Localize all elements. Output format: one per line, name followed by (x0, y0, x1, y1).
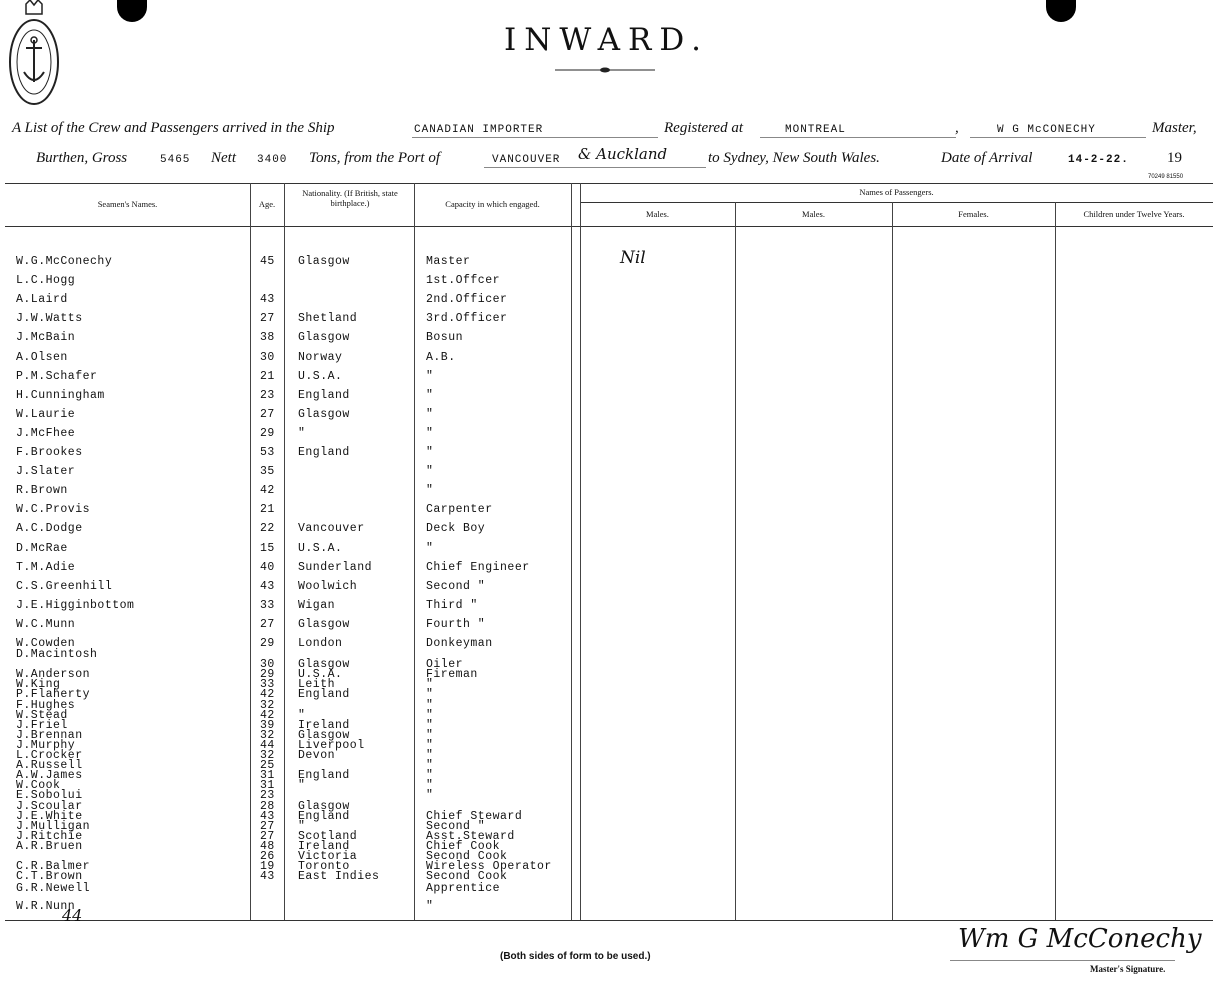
passengers-nil: Nil (620, 248, 646, 268)
crew-capacity: Second " (426, 820, 486, 833)
crew-row (0, 351, 1213, 369)
crew-capacity: Apprentice (426, 882, 501, 895)
crew-name: J.E.White (16, 810, 83, 823)
crew-nationality: " (298, 820, 306, 833)
crew-nationality: Devon (298, 749, 336, 762)
gross-tons: 5465 (160, 154, 191, 166)
crew-capacity: 3rd.Officer (426, 312, 508, 325)
crew-name: T.M.Adie (16, 561, 76, 574)
crew-total: 44 (62, 906, 83, 925)
crew-name: H.Cunningham (16, 389, 105, 402)
crew-row (0, 274, 1213, 292)
crew-age: 31 (260, 779, 275, 792)
crew-capacity: Third " (426, 599, 478, 612)
crew-age: 48 (260, 840, 275, 853)
punch-hole-left (117, 0, 147, 22)
crew-nationality: Glasgow (298, 408, 350, 421)
crew-nationality: Glasgow (298, 800, 350, 813)
crew-age: 42 (260, 484, 275, 497)
crew-capacity: " (426, 749, 434, 762)
crew-name: E.Sobolui (16, 789, 83, 802)
header-seamen-names: Seamen's Names. (97, 199, 158, 209)
registered-port: MONTREAL (785, 124, 846, 136)
burthen-label: Burthen, Gross (36, 150, 128, 166)
header-females: Females. (958, 209, 989, 219)
crew-name: J.Friel (16, 719, 68, 732)
crew-name: J.W.Watts (16, 312, 83, 325)
crew-capacity: " (426, 759, 434, 772)
crew-name: W.Cook (16, 779, 61, 792)
crew-age: 33 (260, 599, 275, 612)
crew-row (0, 484, 1213, 502)
crew-name: P.M.Schafer (16, 370, 98, 383)
crew-nationality: Victoria (298, 850, 358, 863)
crew-nationality: London (298, 637, 343, 650)
crew-name: J.Ritchie (16, 830, 83, 843)
crew-name: A.C.Dodge (16, 522, 83, 535)
footer-note: (Both sides of form to be used.) (500, 951, 651, 962)
crew-age: 19 (260, 860, 275, 873)
crew-capacity: " (426, 688, 434, 701)
crew-list-line (12, 120, 335, 137)
port-underline (484, 167, 706, 168)
crew-capacity: Carpenter (426, 503, 493, 516)
comma: , (955, 120, 959, 136)
crew-age: 15 (260, 542, 275, 555)
crew-nationality: U.S.A. (298, 542, 343, 555)
crew-name: J.Slater (16, 465, 76, 478)
crew-capacity: Fourth " (426, 618, 486, 631)
crew-capacity: " (426, 709, 434, 722)
crew-age: 27 (260, 618, 275, 631)
crew-age: 28 (260, 800, 275, 813)
crew-name: L.Crocker (16, 749, 83, 762)
crew-age: 43 (260, 810, 275, 823)
crew-capacity: Bosun (426, 331, 464, 344)
crew-age: 23 (260, 789, 275, 802)
crew-age: 32 (260, 699, 275, 712)
line-prefix: A List of the Crew and Passengers arrived in the Ship (12, 120, 335, 136)
crew-capacity: " (426, 370, 434, 383)
crew-capacity: " (426, 779, 434, 792)
crew-age: 22 (260, 522, 275, 535)
crew-age: 33 (260, 678, 275, 691)
crew-nationality: Scotland (298, 830, 358, 843)
crew-capacity: Asst.Steward (426, 830, 515, 843)
crew-nationality: England (298, 769, 350, 782)
title-ornament-icon (555, 67, 655, 73)
crew-nationality: Norway (298, 351, 343, 364)
crew-nationality: Glasgow (298, 255, 350, 268)
crew-nationality: " (298, 427, 306, 440)
crew-age: 39 (260, 719, 275, 732)
crew-name: D.Macintosh (16, 648, 98, 661)
crew-row (0, 312, 1213, 330)
crew-name: J.Mulligan (16, 820, 91, 833)
crew-capacity: Fireman (426, 668, 478, 681)
crew-capacity: " (426, 719, 434, 732)
crew-capacity: Wireless Operator (426, 860, 552, 873)
crew-age: 25 (260, 759, 275, 772)
port-handwritten: & Auckland (578, 145, 668, 163)
crew-age: 23 (260, 389, 275, 402)
crew-capacity: " (426, 699, 434, 712)
crew-name: J.Murphy (16, 739, 76, 752)
crew-nationality: Leith (298, 678, 336, 691)
crew-nationality: Wigan (298, 599, 336, 612)
crew-nationality: Liverpool (298, 739, 365, 752)
crew-row (0, 561, 1213, 579)
header-nationality: Nationality. (If British, state birthplace.) (302, 188, 398, 208)
crew-nationality: U.S.A. (298, 668, 343, 681)
crew-age: 38 (260, 331, 275, 344)
port-from: VANCOUVER (492, 154, 561, 166)
crew-name: W.Anderson (16, 668, 91, 681)
crew-row (0, 465, 1213, 483)
crew-row (0, 427, 1213, 445)
header-bottom-rule (5, 226, 1213, 227)
crew-name: W.C.Provis (16, 503, 91, 516)
crew-name: W.King (16, 678, 61, 691)
crew-nationality: Glasgow (298, 658, 350, 671)
crew-capacity: Chief Steward (426, 810, 523, 823)
crew-age: 45 (260, 255, 275, 268)
crew-capacity: 2nd.Officer (426, 293, 508, 306)
crew-name: J.E.Higginbottom (16, 599, 135, 612)
crew-capacity: A.B. (426, 351, 456, 364)
table-bottom-rule (5, 920, 1213, 921)
crew-nationality: England (298, 688, 350, 701)
crew-age: 29 (260, 668, 275, 681)
crew-nationality: Ireland (298, 719, 350, 732)
to-sydney-label: to Sydney, New South Wales. (708, 150, 880, 166)
crew-nationality: Woolwich (298, 580, 358, 593)
crew-capacity: " (426, 678, 434, 691)
crew-name: A.Laird (16, 293, 68, 306)
crew-age: 30 (260, 658, 275, 671)
crew-name: A.R.Bruen (16, 840, 83, 853)
crew-row (0, 900, 1213, 918)
crew-name: J.McBain (16, 331, 76, 344)
crew-capacity: Deck Boy (426, 522, 486, 535)
crew-row (0, 618, 1213, 636)
crew-name: G.R.Newell (16, 882, 91, 895)
crew-age: 43 (260, 870, 275, 883)
master-underline (970, 137, 1146, 138)
document-title: INWARD. (503, 22, 710, 58)
crew-name: L.C.Hogg (16, 274, 76, 287)
signature-label: Master's Signature. (1090, 964, 1166, 974)
crew-nationality: Glasgow (298, 618, 350, 631)
crew-name: F.Hughes (16, 699, 76, 712)
header-males-1: Males. (646, 209, 669, 219)
crew-capacity: Oiler (426, 658, 464, 671)
crew-nationality: East Indies (298, 870, 380, 883)
crew-age: 44 (260, 739, 275, 752)
tons-label: Tons, from the Port of (309, 150, 440, 166)
crew-age: 42 (260, 688, 275, 701)
form-code: 70249 81550 (1148, 174, 1184, 180)
crew-name: W.C.Munn (16, 618, 76, 631)
table-top-rule (5, 183, 1213, 184)
crew-name: J.Scoular (16, 800, 83, 813)
crew-name: D.McRae (16, 542, 68, 555)
crew-capacity: Second Cook (426, 870, 508, 883)
crew-nationality: Sunderland (298, 561, 373, 574)
signature-line (950, 960, 1175, 961)
nett-tons: 3400 (257, 154, 288, 166)
crew-row (0, 446, 1213, 464)
crew-capacity: " (426, 900, 434, 913)
crew-age: 43 (260, 293, 275, 306)
crew-name: W.Cowden (16, 637, 76, 650)
crew-age: 27 (260, 408, 275, 421)
crew-row (0, 580, 1213, 598)
crew-capacity: " (426, 789, 434, 802)
crew-capacity: " (426, 729, 434, 742)
crew-nationality: " (298, 709, 306, 722)
crew-capacity: " (426, 739, 434, 752)
crew-row (0, 522, 1213, 540)
crew-name: J.McFhee (16, 427, 76, 440)
crew-name: A.Russell (16, 759, 83, 772)
crew-age: 27 (260, 820, 275, 833)
crew-row (0, 389, 1213, 407)
ship-underline (412, 137, 658, 138)
crew-age: 32 (260, 749, 275, 762)
year-label: 19 (1167, 150, 1182, 166)
crew-name: A.W.James (16, 769, 83, 782)
crew-age: 42 (260, 709, 275, 722)
crew-nationality: Glasgow (298, 729, 350, 742)
crew-name: J.Brennan (16, 729, 83, 742)
header-capacity: Capacity in which engaged. (445, 199, 540, 209)
master-label: Master, (1152, 120, 1197, 136)
crew-age: 35 (260, 465, 275, 478)
header-passengers: Names of Passengers. (859, 187, 934, 197)
crew-capacity: " (426, 465, 434, 478)
crew-name: A.Olsen (16, 351, 68, 364)
master-signature: Wm G McConechy (958, 924, 1202, 954)
crew-age: 27 (260, 312, 275, 325)
crew-row (0, 293, 1213, 311)
crew-capacity: Donkeyman (426, 637, 493, 650)
crew-nationality: Glasgow (298, 331, 350, 344)
crew-capacity: Chief Cook (426, 840, 501, 853)
header-age: Age. (258, 199, 276, 209)
crew-capacity: " (426, 484, 434, 497)
ship-name: CANADIAN IMPORTER (414, 124, 544, 136)
crew-nationality: Toronto (298, 860, 350, 873)
crew-nationality: Ireland (298, 840, 350, 853)
crew-name: W.R.Nunn (16, 900, 76, 913)
crew-nationality: " (298, 779, 306, 792)
crew-nationality: U.S.A. (298, 370, 343, 383)
arrival-label: Date of Arrival (941, 150, 1033, 166)
crew-capacity: " (426, 542, 434, 555)
crew-name: P.Flaherty (16, 688, 91, 701)
crew-name: F.Brookes (16, 446, 83, 459)
crew-row (0, 255, 1213, 273)
crew-age: 29 (260, 427, 275, 440)
crew-row (0, 331, 1213, 349)
crew-name: W.G.McConechy (16, 255, 113, 268)
crew-age: 27 (260, 830, 275, 843)
header-males-2: Males. (802, 209, 825, 219)
crew-capacity: Second Cook (426, 850, 508, 863)
crew-row (0, 542, 1213, 560)
crew-name: W.Laurie (16, 408, 76, 421)
crew-capacity: Master (426, 255, 471, 268)
crew-name: R.Brown (16, 484, 68, 497)
crew-age: 21 (260, 503, 275, 516)
crew-nationality: Shetland (298, 312, 358, 325)
registered-underline (760, 137, 956, 138)
crew-capacity: 1st.Offcer (426, 274, 501, 287)
crew-name: C.R.Balmer (16, 860, 91, 873)
crew-capacity: " (426, 427, 434, 440)
crew-age: 40 (260, 561, 275, 574)
arrival-date: 14-2-22. (1068, 154, 1129, 166)
header-children: Children under Twelve Years. (1083, 209, 1185, 219)
crew-age: 53 (260, 446, 275, 459)
crew-capacity: " (426, 389, 434, 402)
crew-age: 43 (260, 580, 275, 593)
crew-capacity: " (426, 769, 434, 782)
crew-age: 32 (260, 729, 275, 742)
crew-nationality: England (298, 810, 350, 823)
registered-label: Registered at (664, 120, 744, 136)
crew-row (0, 599, 1213, 617)
nett-label: Nett (211, 150, 236, 166)
crew-name: W.Stead (16, 709, 68, 722)
master-name: W G McCONECHY (997, 124, 1096, 136)
passenger-sub-rule (580, 202, 1213, 203)
punch-hole-right (1046, 0, 1076, 22)
crew-name: C.S.Greenhill (16, 580, 113, 593)
crew-capacity: " (426, 446, 434, 459)
crew-age: 31 (260, 769, 275, 782)
crew-capacity: Chief Engineer (426, 561, 530, 574)
crew-nationality: England (298, 389, 350, 402)
crew-capacity: " (426, 408, 434, 421)
crew-row (0, 408, 1213, 426)
crew-row (0, 503, 1213, 521)
crew-age: 26 (260, 850, 275, 863)
crew-row (0, 370, 1213, 388)
crew-nationality: England (298, 446, 350, 459)
crew-nationality: Vancouver (298, 522, 365, 535)
crew-capacity: Second " (426, 580, 486, 593)
crew-row (0, 882, 1213, 900)
crew-age: 21 (260, 370, 275, 383)
crew-name: C.T.Brown (16, 870, 83, 883)
crew-age: 29 (260, 637, 275, 650)
crew-age: 30 (260, 351, 275, 364)
